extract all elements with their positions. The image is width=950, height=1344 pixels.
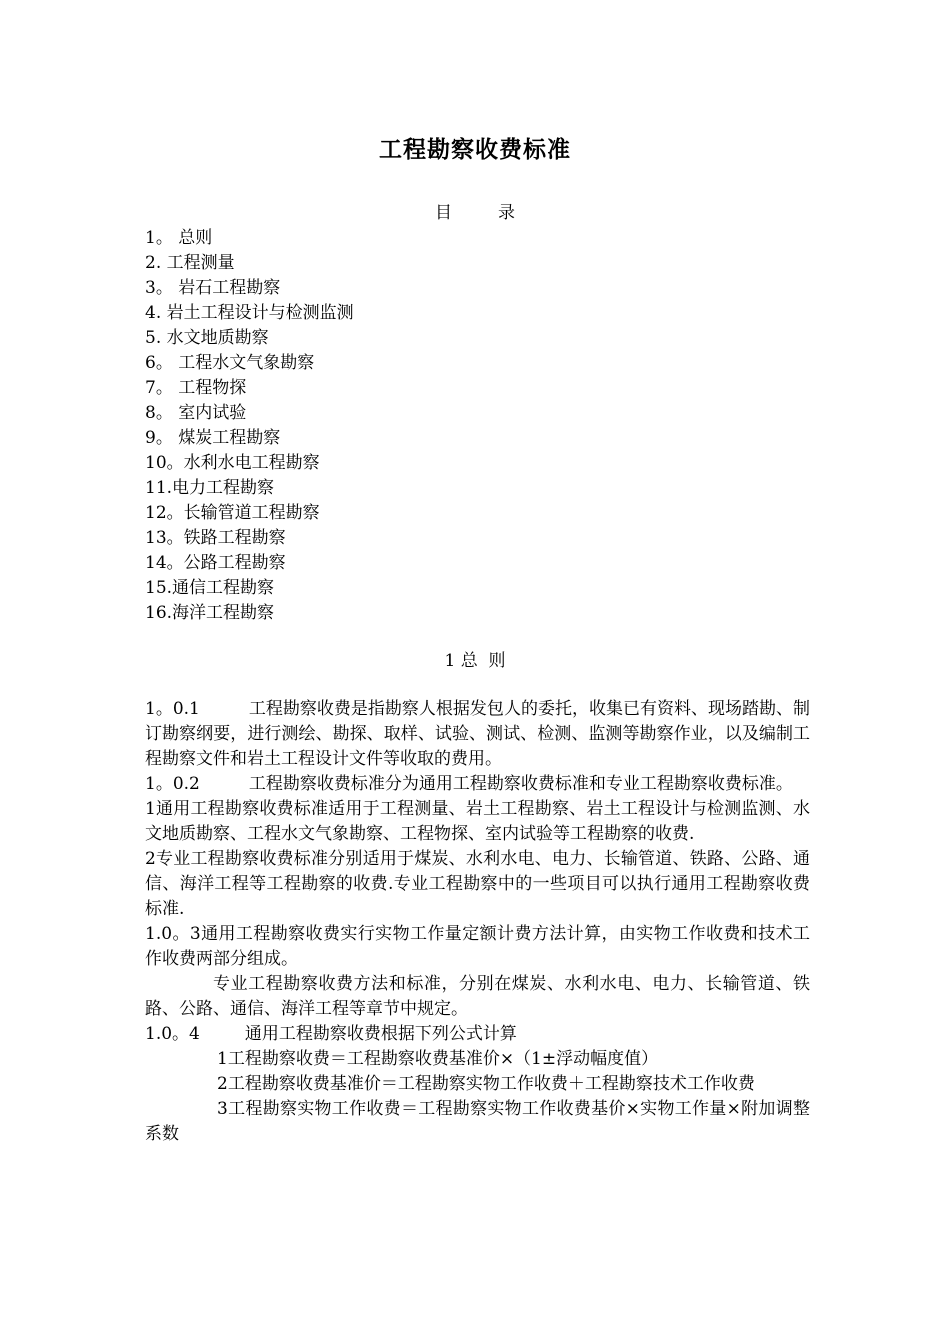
toc-item: 8。 室内试验 [145,403,247,423]
toc-heading-char-1: 目 [435,203,452,223]
clause-text: 工程勘察收费标准分为通用工程勘察收费标准和专业工程勘察收费标准。 [248,774,793,794]
toc-item: 14。公路工程勘察 [145,553,286,573]
table-of-contents [145,226,354,626]
toc-item: 7。 工程物探 [145,378,247,398]
clause-1-0-4 [145,1022,810,1047]
toc-item: 11.电力工程勘察 [145,478,275,498]
toc-item: 16.海洋工程勘察 [145,603,275,623]
toc-item: 12。长输管道工程勘察 [145,503,320,523]
section-body [145,697,810,1147]
document-title: 工程勘察收费标准 [379,137,571,163]
paragraph: 2专业工程勘察收费标准分别适用于煤炭、水利水电、电力、长输管道、铁路、公路、通信、海洋工程等工程勘察的收费.专业工程勘察中的一些项目可以执行通用工程勘察收费标准. [145,849,810,919]
toc-item: 10。水利水电工程勘察 [145,453,320,473]
toc-heading-char-2: 录 [498,203,515,223]
toc-item: 2. 工程测量 [145,253,235,273]
clause-text: 通用工程勘察收费根据下列公式计算 [244,1024,517,1044]
clause-number: 1。0.2 [145,774,200,794]
clause-1-0-2 [145,772,810,797]
toc-item: 15.通信工程勘察 [145,578,275,598]
toc-item: 1。 总则 [145,228,213,248]
clause-number: 1.0。4 [145,1024,200,1044]
formula-2: 2工程勘察收费基准价＝工程勘察实物工作收费＋工程勘察技术工作收费 [217,1074,755,1094]
section-heading: 1 总 则 [444,651,506,671]
toc-heading [0,201,950,225]
formula-3: 3工程勘察实物工作收费＝工程勘察实物工作收费基价×实物工作量×附加调整系数 [145,1099,810,1144]
toc-item: 9。 煤炭工程勘察 [145,428,281,448]
clause-1-0-3: 1.0。3通用工程勘察收费实行实物工作量定额计费方法计算，由实物工作收费和技术工作收费两部分组成。 [145,924,810,969]
paragraph: 专业工程勘察收费方法和标准，分别在煤炭、水利水电、电力、长输管道、铁路、公路、通信、海洋工程等章节中规定。 [145,974,810,1019]
paragraph: 1通用工程勘察收费标准适用于工程测量、岩土工程勘察、岩土工程设计与检测监测、水文地质勘察、工程水文气象勘察、工程物探、室内试验等工程勘察的收费. [145,799,810,844]
clause-1-0-1 [145,697,810,772]
formula-1: 1工程勘察收费＝工程勘察收费基准价×（1±浮动幅度值） [217,1049,659,1069]
toc-item: 6。 工程水文气象勘察 [145,353,315,373]
toc-item: 5. 水文地质勘察 [145,328,269,348]
toc-item: 13。铁路工程勘察 [145,528,286,548]
toc-item: 4. 岩土工程设计与检测监测 [145,303,354,323]
clause-text: 工程勘察收费是指勘察人根据发包人的委托，收集已有资料、现场踏勘、制订勘察纲要，进行测绘、勘探、取样、试验、测试、检测、监测等勘察作业，以及编制工程勘察文件和岩土工程设计文件等收取的费用。 [145,699,811,769]
toc-item: 3。 岩石工程勘察 [145,278,281,298]
clause-number: 1。0.1 [145,699,200,719]
